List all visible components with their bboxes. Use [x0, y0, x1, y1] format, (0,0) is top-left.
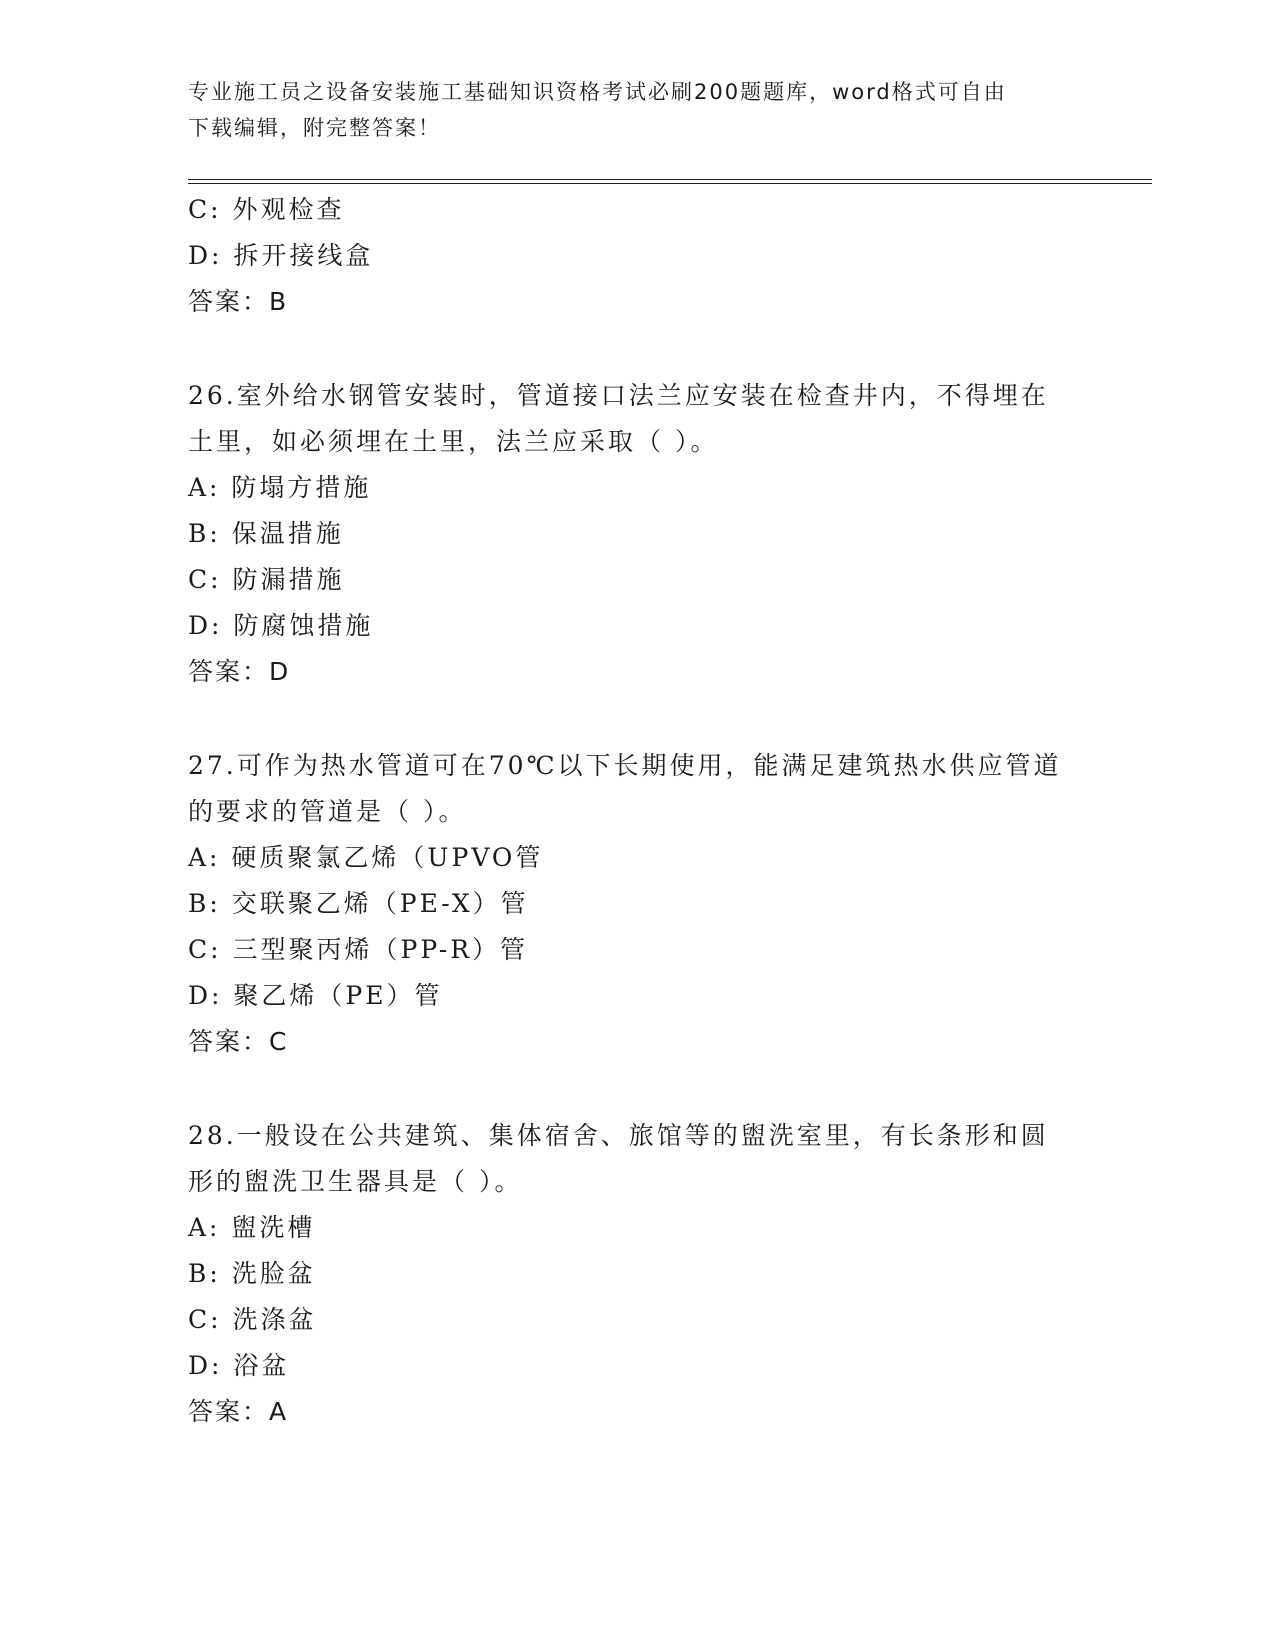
document-header: [188, 74, 1068, 146]
option-c: C: 防漏措施: [188, 565, 345, 594]
question-26: [188, 373, 1088, 695]
option-a: A: 硬质聚氯乙烯（UPVO管: [188, 843, 544, 872]
question-stem-line-1: 26.室外给水钢管安装时，管道接口法兰应安装在检查井内，不得埋在: [188, 381, 1049, 410]
answer-line: 答案：B: [188, 287, 289, 316]
option-a: A: 盥洗槽: [188, 1213, 316, 1242]
option-b: B: 保温措施: [188, 519, 344, 548]
option-c: C: 外观检查: [188, 195, 345, 224]
answer-line: 答案：A: [188, 1397, 289, 1426]
question-list: [188, 187, 1088, 1435]
option-d: D: 拆开接线盒: [188, 241, 374, 270]
question-27: [188, 743, 1088, 1065]
question-stem-line-1: 28.一般设在公共建筑、集体宿舍、旅馆等的盥洗室里，有长条形和圆: [188, 1121, 1049, 1150]
option-d: D: 聚乙烯（PE）管: [188, 981, 443, 1010]
answer-line: 答案：C: [188, 1027, 289, 1056]
option-d: D: 防腐蚀措施: [188, 611, 374, 640]
option-d: D: 浴盆: [188, 1351, 290, 1380]
option-b: B: 洗脸盆: [188, 1259, 316, 1288]
question-stem-line-2: 形的盥洗卫生器具是（ ）。: [188, 1167, 523, 1196]
question-stem-line-2: 土里，如必须埋在土里，法兰应采取（ ）。: [188, 427, 719, 456]
header-line-2: 下载编辑，附完整答案！: [188, 116, 441, 140]
question-stem-line-1: 27.可作为热水管道可在70℃以下长期使用，能满足建筑热水供应管道: [188, 751, 1062, 780]
option-a: A: 防塌方措施: [188, 473, 372, 502]
question-stem-line-2: 的要求的管道是（ ）。: [188, 797, 467, 826]
answer-line: 答案：D: [188, 657, 291, 686]
header-rule-bottom: [188, 183, 1152, 184]
option-c: C: 三型聚丙烯（PP-R）管: [188, 935, 529, 964]
option-b: B: 交联聚乙烯（PE-X）管: [188, 889, 529, 918]
question-carryover: [188, 187, 1088, 325]
header-rule-top: [188, 179, 1152, 180]
header-line-1: 专业施工员之设备安装施工基础知识资格考试必刷200题题库，word格式可自由: [188, 80, 1007, 104]
question-28: [188, 1113, 1088, 1435]
option-c: C: 洗涤盆: [188, 1305, 317, 1334]
